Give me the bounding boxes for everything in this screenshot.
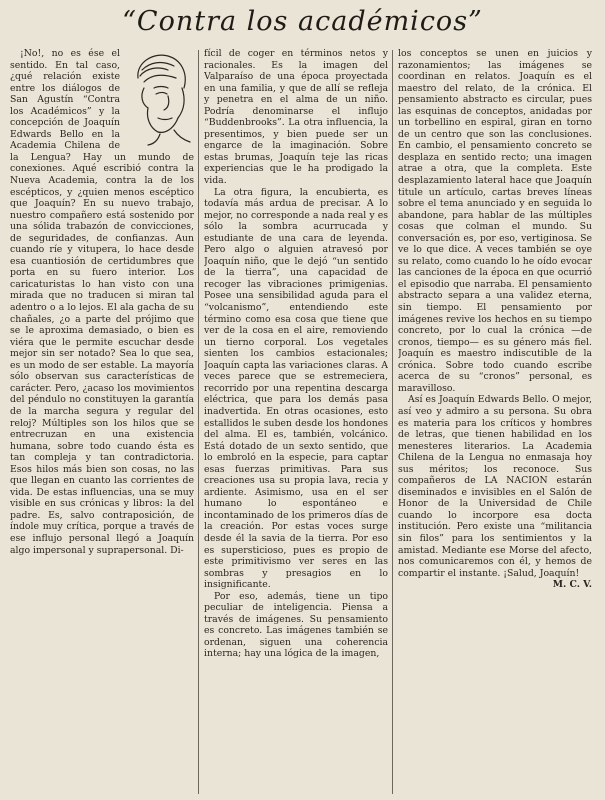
author-signature: M. C. V. (552, 579, 592, 591)
column-divider (198, 50, 199, 794)
article-title: “Contra los académicos” (122, 6, 483, 37)
paragraph: La otra figura, la encubierta, es todavía más ardua de precisar. A lo mejor, no corresponde a nada real y es sólo la sombra acurrucada y estudiante de una cara de leyenda. Pero algo o alguien atravesó por Joaquín niño, que le dejó “un sentido de la tierra”, una capacidad de recoger las vibraciones primigenias. Posee una sensibilidad aguda para el “volcanismo”, entendiendo este término como esa cosa que tiene que ver de la cosa en el aire, removiendo un tierno corporal. Los vegetales sienten los cambios estacionales; Joaquín capta las variaciones claras. A veces parece que se estremeciera, recorrido por una repentina descarga eléctrica, que para los demás pasa inadvertida. En otras ocasiones, esto estallidos le suben desde los hondones del alma. El es, también, volcánico. Está dotado de un sexto sentido, que lo embroló en la especie, para captar esas fuerzas primitivas. Para sus creaciones usa su propia lava, recia y ardiente. Asimismo, usa en el ser humano lo espontáneo e incontaminado de los primeros días de la creación. Por estas voces surge desde él la savia de la tierra. Por eso es supersticioso, pues es propio de este primitivismo ver seres en las sombras y presagios en lo insignificante. (204, 186, 388, 591)
column-3 (398, 48, 592, 796)
column-2 (204, 48, 388, 796)
paragraph: los conceptos se unen en juicios y razonamientos; las imágenes se coordinan en relatos. Joaquín es el maestro del relato, de la crónica. El pensamiento abstracto es circular, pues las esquinas de conceptos, anidadas por un torbellino en espiral, giran en torno de un centro que son las conclusiones. En cambio, el pensamiento concreto se desplaza en sentido recto; una imagen atrae a otra, que la completa. Este desplazamiento lateral hace que Joaquín titule un artículo, cartas breves líneas sobre el tema anunciado y en seguida lo abandone, para hablar de las múltiples cosas que colman el mundo. Su conversación es, por eso, vertiginosa. Se ve lo que dice. A veces también se oye su relato, como cuando lo he oído evocar las canciones de la época en que ocurrió el episodio que narraba. El pensamiento abstracto separa a una validez eterna, sin tiempo. El pensamiento por imágenes revive los hechos en su tiempo concreto, por lo cual la crónica —de cronos, tiempo— es su género más fiel. Joaquín es maestro indiscutible de la crónica. Sobre todo cuando escribe acerca de su “cronos” personal, es maravilloso. (398, 48, 592, 394)
paragraph: ¡No!, no es ése el sentido. En tal caso, ¿qué relación existe entre los diálogos de San Agustín “Contra los Académicos” y la concepción de Joaquín Edwards Bello en la Academia Chilena de la Lengua? Hay un mundo de conexiones. Aqué escribió contra la Nueva Academia, contra la de los escépticos, y ¿quien menos escéptico que Joaquín? En su nuevo trabajo, nuestro compañero está sostenido por una sólida trabazón de convicciones, de seguridades, de confianzas. Aun cuando ríe y vitupera, lo hace desde esa cuantiosión de certidumbres que porta en su fuero interior. Los caricaturistas lo han visto con una mirada que no traducen si miran tal adentro o a lo lejos. El ala gacha de su chañales, ¿o a parte del prójimo que se le aproxima demasiado, o bien es viéra que le permite escuchar desde mejor sin ser notado? Sea lo que sea, es un modo de ser estable. La mayoría sólo observan sus características de carácter. Pero, ¿acaso los movimientos del péndulo no constituyen la garantía de la marcha segura y regular del reloj? Múltiples son los hilos que se entrecruzan en una existencia humana, sobre todo cuando ésta es tan compleja y tan contradictoria. Esos hilos más bien son cosas, no las que llegan en cuanto las corrientes de vida. De estas influencias, una se muy visible en sus crónicas y libros: la del padre. Es, salvo contraposición, de índole muy crítica, porque a través de ese influjo personal llegó a Joaquín algo impersonal y suprapersonal. Di- (10, 48, 194, 556)
column-1 (10, 48, 194, 796)
column-divider (392, 50, 393, 794)
paragraph: Por eso, además, tiene un tipo peculiar de inteligencia. Piensa a través de imágenes. Su pensamiento es concreto. Las imágenes también se ordenan, siguen una coherencia interna; hay una lógica de la imagen, (204, 590, 388, 660)
paragraph: Así es Joaquín Edwards Bello. O mejor, así veo y admiro a su persona. Su obra es materia para los críticos y hombres de letras, que tienen habilidad en los menesteres literarios. La Academia Chilena de la Lengua no enmasaja hoy sus méritos; los reconoce. Sus compañeros de LA NACION estarán diseminados e invisibles en el Salón de Honor de la Universidad de Chile cuando lo incorpore esa docta institución. Pero existe una “militancia sin filos” para los sentimientos y la amistad. Mediante ese Morse del afecto, nos comunicaremos con él, y hemos de compartir el instante. ¡Salud, Joaquín! (398, 394, 592, 579)
portrait-icon (124, 48, 194, 146)
paragraph: fícil de coger en términos netos y racionales. Es la imagen del Valparaíso de una época proyectada en una familia, y que de allí se refleja y penetra en el alma de un niño. Podría denominarse el influjo “Buddenbrooks”. La otra influencia, la presentimos, y bien puede ser un engarce de la imaginación. Sobre estas brumas, Joaquín teje las ricas experiencias que le ha prodigado la vida. (204, 48, 388, 187)
